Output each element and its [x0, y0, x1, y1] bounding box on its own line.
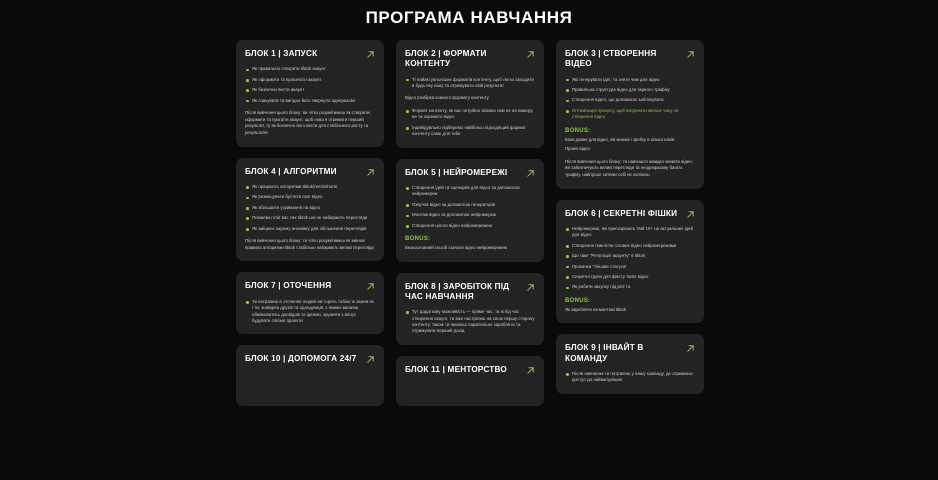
list-item: Після навчання ти потрапиш у нашу команду, де отримаєш доступ до найвигідніших	[565, 371, 695, 384]
card-header	[245, 281, 375, 291]
arrow-up-right-icon[interactable]	[686, 210, 695, 219]
card-header	[405, 168, 535, 178]
column-2	[396, 40, 544, 406]
list-item: Як робити закупку під рілі та	[565, 284, 695, 290]
bonus-text: Бази даних для відео, які можна і зробку в кілька кліків	[565, 136, 675, 142]
card-items	[565, 226, 695, 291]
arrow-up-right-icon[interactable]	[526, 366, 535, 375]
card-paragraph: Після вивчення цього блоку: ти чітко розумітимеш як змінює правила алгоритми tiktok стабільно набирають великі перегляди	[245, 238, 374, 250]
card-items	[565, 77, 695, 121]
list-item: Монтаж відео за допомогою нейромереж	[405, 212, 535, 218]
arrow-up-right-icon[interactable]	[686, 50, 695, 59]
card-items	[405, 185, 535, 229]
list-item: Створення повністю готових відео нейромережами	[565, 243, 695, 249]
bonus-text: Промо відео	[565, 146, 590, 152]
card-title: БЛОК 2 | ФОРМАТИ КОНТЕНТУ	[405, 49, 487, 69]
card-items	[245, 66, 375, 104]
card-paragraph: Після вивчення цього блоку: ви чітко розумітимеш як створити, оформити та прогріти акаунт, щоб нова я отримати перший результат, ту як безпечно його вести для стабільного росту та результатів.	[245, 110, 371, 135]
card-title: БЛОК 10 | ДОПОМОГА 24/7	[245, 354, 357, 364]
card-title: БЛОК 5 | НЕЙРОМЕРЕЖІ	[405, 167, 508, 177]
list-item: Прокачка "тіньове статуса"	[565, 264, 695, 270]
arrow-up-right-icon[interactable]	[366, 282, 375, 291]
card-title: БЛОК 9 | ІНВАЙТ В КОМАНДУ	[565, 343, 644, 363]
card-items	[245, 299, 375, 325]
card-paragraph: Відео розбірка кожного формату контенту	[405, 95, 489, 101]
card-header	[565, 209, 695, 219]
card-block-7[interactable]	[236, 272, 384, 334]
card-title: БЛОК 3 | СТВОРЕННЯ ВІДЕО	[565, 49, 657, 69]
card-block-2[interactable]	[396, 40, 544, 148]
card-title: БЛОК 4 | АЛГОРИТМИ	[245, 166, 337, 176]
list-item: Як спакувати та вигідно його звернуло одноразово	[245, 98, 375, 104]
card-title: БЛОК 6 | СЕКРЕТНІ ФІШКИ	[565, 208, 678, 218]
arrow-up-right-icon[interactable]	[366, 355, 375, 364]
card-header	[405, 49, 535, 70]
card-title: БЛОК 11 | МЕНТОРСТВО	[405, 364, 507, 374]
card-header	[245, 49, 375, 59]
card-block-4[interactable]	[236, 158, 384, 262]
card-items	[405, 309, 535, 335]
card-header	[405, 365, 535, 375]
list-item: Тут додаткову можливість — пряме час, та ж під час створення акаунт, ти вже настрілиш на свою першу сторону контенту, також ти зможеш паралельно заробляти та отримувати перший дохід	[405, 309, 535, 335]
arrow-up-right-icon[interactable]	[366, 168, 375, 177]
arrow-up-right-icon[interactable]	[366, 50, 375, 59]
card-header	[405, 282, 535, 303]
list-item: Які генерувати ідеї, та зняти чим для відео	[565, 77, 695, 83]
arrow-up-right-icon[interactable]	[526, 283, 535, 292]
page-title: ПРОГРАМА НАВЧАННЯ	[365, 8, 573, 27]
card-block-9[interactable]	[556, 334, 704, 393]
list-item: Як зміцнює окрему анонімку для збільшення переглядів	[245, 226, 375, 232]
list-item: Оптимізація процесу, щоб витрачати менше часу на створення відео	[565, 108, 695, 121]
list-item: Індивідуально підберемо найбільш підходящий формат контенту саме для тебе	[405, 125, 535, 138]
bonus-label: BONUS:	[565, 127, 591, 134]
list-item: Як розміщувати бустити свої відео	[245, 194, 375, 200]
list-item: Нейромережі, які прискорюють твій 10+ на актуальних ідей для відео	[565, 226, 695, 239]
card-title: БЛОК 1 | ЗАПУСК	[245, 49, 318, 58]
card-title: БЛОК 8 | ЗАРОБІТОК ПІД ЧАС НАВЧАННЯ	[405, 281, 510, 301]
card-block-11[interactable]	[396, 356, 544, 406]
card-header	[565, 343, 695, 364]
bonus-text: Як заробляти на монтажі tiktok	[565, 306, 627, 312]
list-item: Як працюють алгоритми tiktok/reels/shorts	[245, 184, 375, 190]
list-item: Створення цілого відео нейромережею	[405, 223, 535, 229]
bonus-label: BONUS:	[565, 297, 591, 304]
bonus-label: BONUS:	[405, 236, 431, 243]
card-items	[405, 77, 535, 90]
list-item: Як збільшити утримання на відео	[245, 205, 375, 211]
card-items	[565, 371, 695, 384]
arrow-up-right-icon[interactable]	[686, 344, 695, 353]
card-header	[245, 354, 375, 364]
card-paragraph: Після вивчення цього блоку: ти навчишся швидко знімати відео, які забезпечують великі перегляди та неодноразову багато трафіку, найгіршої ситеми собі не копіюєш	[565, 158, 693, 177]
list-item: Як оформити та прокачати акаунт	[245, 77, 375, 83]
list-item: Помилки,готів вас тих tiktok шо не набирають перегляди	[245, 215, 375, 221]
list-item: Як безпечно вести акаунт	[245, 87, 375, 93]
arrow-up-right-icon[interactable]	[526, 169, 535, 178]
list-item: Формат контенту, як вас потрібно зйомка сам не на камеру, не та окремого відео	[405, 108, 535, 121]
list-item: Створення відео, що допомагає заблокувати	[565, 97, 695, 103]
list-item: Ти потрапиш в оточення людей які горять тобою ж зажев як і ти, знайдеш друзів та однодумців, з якими зможеш обмінюватись досвідом та ідеями, зрушити з місця будувати спільні проекти	[245, 299, 375, 325]
list-item: Що таке "Репутація акаунту" в tiktok	[565, 253, 695, 259]
card-block-1[interactable]	[236, 40, 384, 147]
card-block-6[interactable]	[556, 200, 704, 324]
card-block-8[interactable]	[396, 273, 544, 345]
list-item: Правильна структура відео для гарного трафіку	[565, 87, 695, 93]
list-item: Ті найактуальніших форматів контенту, щоб легко заходити в будь-яку нішу та отримувати свій результат	[405, 77, 535, 90]
bonus-text: Безкоштовний спосіб скачати відео нейромережею	[405, 245, 508, 251]
card-items-secondary	[405, 108, 535, 138]
column-1	[236, 40, 384, 406]
list-item: Секретні групи для фіксту твоїх відео	[565, 274, 695, 280]
cards-columns	[0, 40, 938, 406]
list-item: Створення ідей та сценаріїв для відео за допомогою нейромереж	[405, 185, 535, 198]
arrow-up-right-icon[interactable]	[526, 50, 535, 59]
card-block-10[interactable]	[236, 345, 384, 405]
card-block-5[interactable]	[396, 159, 544, 262]
card-header	[245, 167, 375, 177]
card-header	[565, 49, 695, 70]
card-block-3[interactable]	[556, 40, 704, 189]
column-3	[556, 40, 704, 394]
list-item: Озвучка відео за допомогою генераторів	[405, 202, 535, 208]
list-item: Як правильно створити tiktok акаунт	[245, 66, 375, 72]
card-items	[245, 184, 375, 232]
card-title: БЛОК 7 | ОТОЧЕННЯ	[245, 281, 332, 291]
